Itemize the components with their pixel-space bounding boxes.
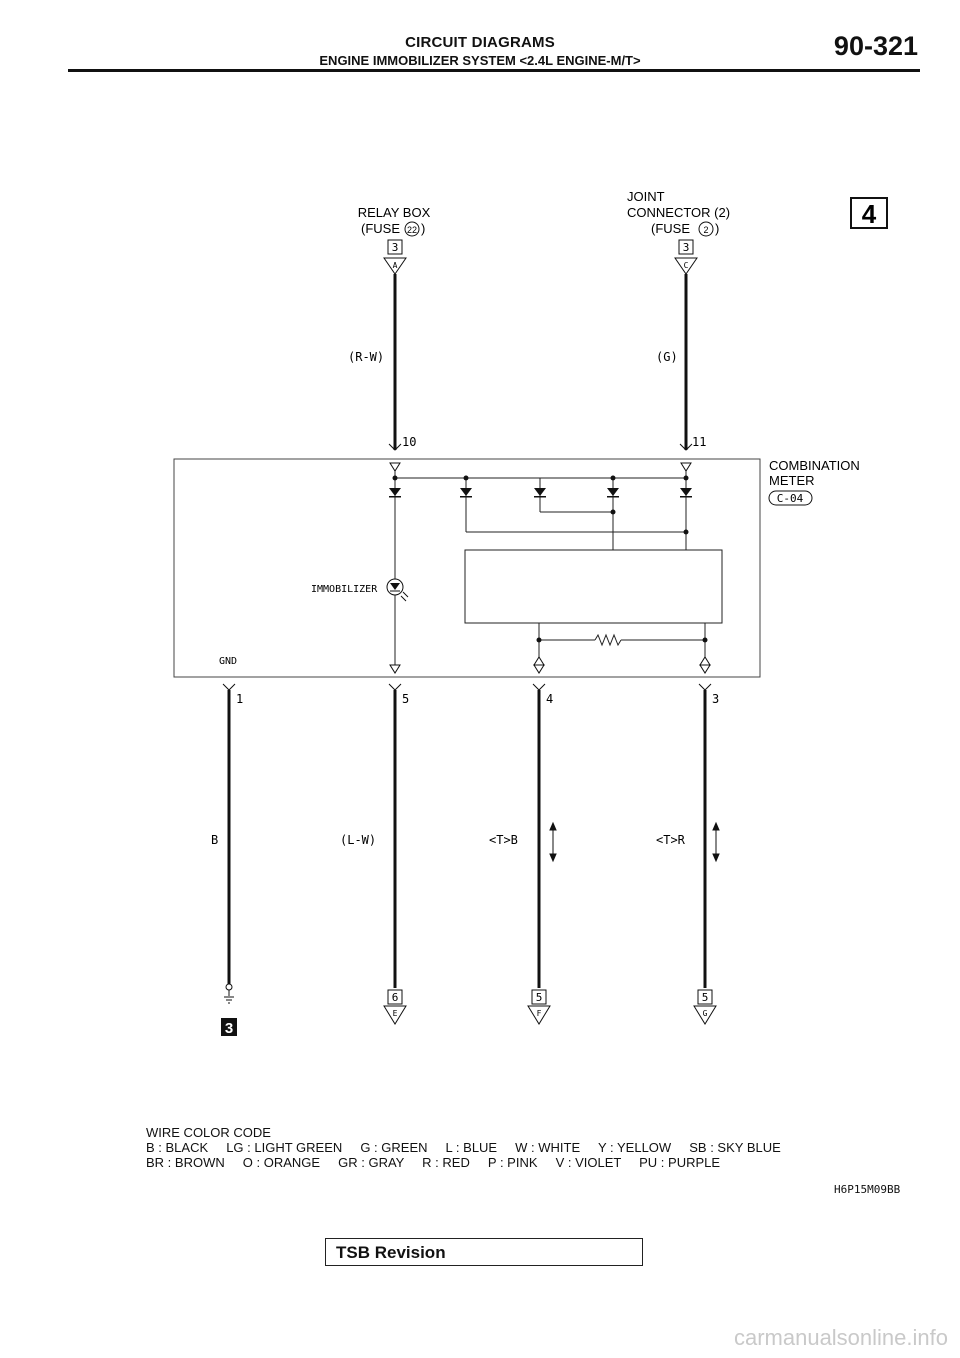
relay-fuse-number: 22 (406, 225, 418, 235)
terminal-pin (533, 684, 545, 690)
sheet-marker (851, 198, 887, 229)
svg-text:3: 3 (391, 241, 399, 254)
tsb-revision-box (325, 1238, 643, 1266)
joint-fuse-prefix: (FUSE (651, 221, 690, 236)
relay-page-ref (384, 240, 406, 274)
terminal-pin (223, 684, 235, 690)
svg-text:4: 4 (861, 199, 877, 229)
svg-text:A: A (392, 261, 398, 270)
wire-color-b: B (211, 833, 219, 847)
svg-text:5: 5 (535, 991, 543, 1004)
terminal-pin (699, 684, 711, 690)
terminal-pin (389, 684, 401, 690)
page-ref-f (528, 990, 550, 1024)
tsb-revision-label: TSB Revision (336, 1243, 446, 1262)
page-ref-g (694, 990, 716, 1024)
ground-label: GND (219, 656, 238, 667)
terminal-1: 1 (236, 692, 244, 706)
svg-text:C: C (683, 261, 689, 270)
page-subtitle: ENGINE IMMOBILIZER SYSTEM <2.4L ENGINE-M/T> (319, 53, 641, 68)
terminal-11: 11 (692, 435, 707, 449)
twisted-pair-arrow-icon (550, 823, 556, 861)
svg-text:E: E (392, 1009, 398, 1018)
figure-id: H6P15M09BB (834, 1183, 901, 1196)
svg-text:3: 3 (224, 1020, 234, 1037)
twisted-pair-arrow-icon (713, 823, 719, 861)
joint-connector-label-2: CONNECTOR (2) (627, 205, 731, 220)
terminal-3: 3 (712, 692, 720, 706)
page-number: 90-321 (833, 31, 918, 61)
relay-box-fuse-suffix: ) (421, 221, 426, 236)
wire-color-joint: (G) (656, 350, 678, 364)
relay-box-fuse-prefix: (FUSE (361, 221, 400, 236)
wire-color-l-w: (L-W) (340, 833, 377, 847)
page-title: CIRCUIT DIAGRAMS (405, 34, 555, 51)
joint-page-ref (675, 240, 697, 274)
joint-fuse-number: 2 (703, 225, 709, 235)
joint-connector-label-1: JOINT (627, 189, 665, 204)
component-name-2: METER (769, 473, 815, 488)
terminal-4: 4 (546, 692, 554, 706)
svg-text:G: G (702, 1009, 708, 1018)
continuation-marker (221, 1018, 237, 1037)
wire-color-t-r: <T>R (656, 833, 685, 847)
svg-text:6: 6 (391, 991, 399, 1004)
wire-color-t-b: <T>B (489, 833, 518, 847)
legend-line-2: BR : BROWN O : ORANGE GR : GRAY R : RED P : PINK V : VIOLET PU : PURPLE (146, 1155, 721, 1170)
page-ref-e (384, 990, 406, 1024)
terminal-5: 5 (402, 692, 410, 706)
wire-color-relay: (R-W) (348, 350, 385, 364)
watermark: carmanualsonline.info (733, 1325, 948, 1350)
wire-color-legend (146, 1125, 781, 1170)
legend-line-1: B : BLACK LG : LIGHT GREEN G : GREEN L : BLUE W : WHITE Y : YELLOW SB : SKY BLUE (146, 1140, 781, 1155)
relay-box-label: RELAY BOX (357, 205, 431, 220)
connector-id: C-04 (776, 492, 804, 505)
svg-text:5: 5 (701, 991, 709, 1004)
terminal-10: 10 (402, 435, 417, 449)
legend-title: WIRE COLOR CODE (146, 1125, 271, 1140)
ground-icon (224, 984, 234, 1003)
component-name-1: COMBINATION (769, 458, 860, 473)
joint-fuse-suffix: ) (715, 221, 720, 236)
svg-text:F: F (536, 1009, 542, 1018)
immobilizer-label: IMMOBILIZER (311, 584, 378, 595)
svg-text:3: 3 (682, 241, 690, 254)
